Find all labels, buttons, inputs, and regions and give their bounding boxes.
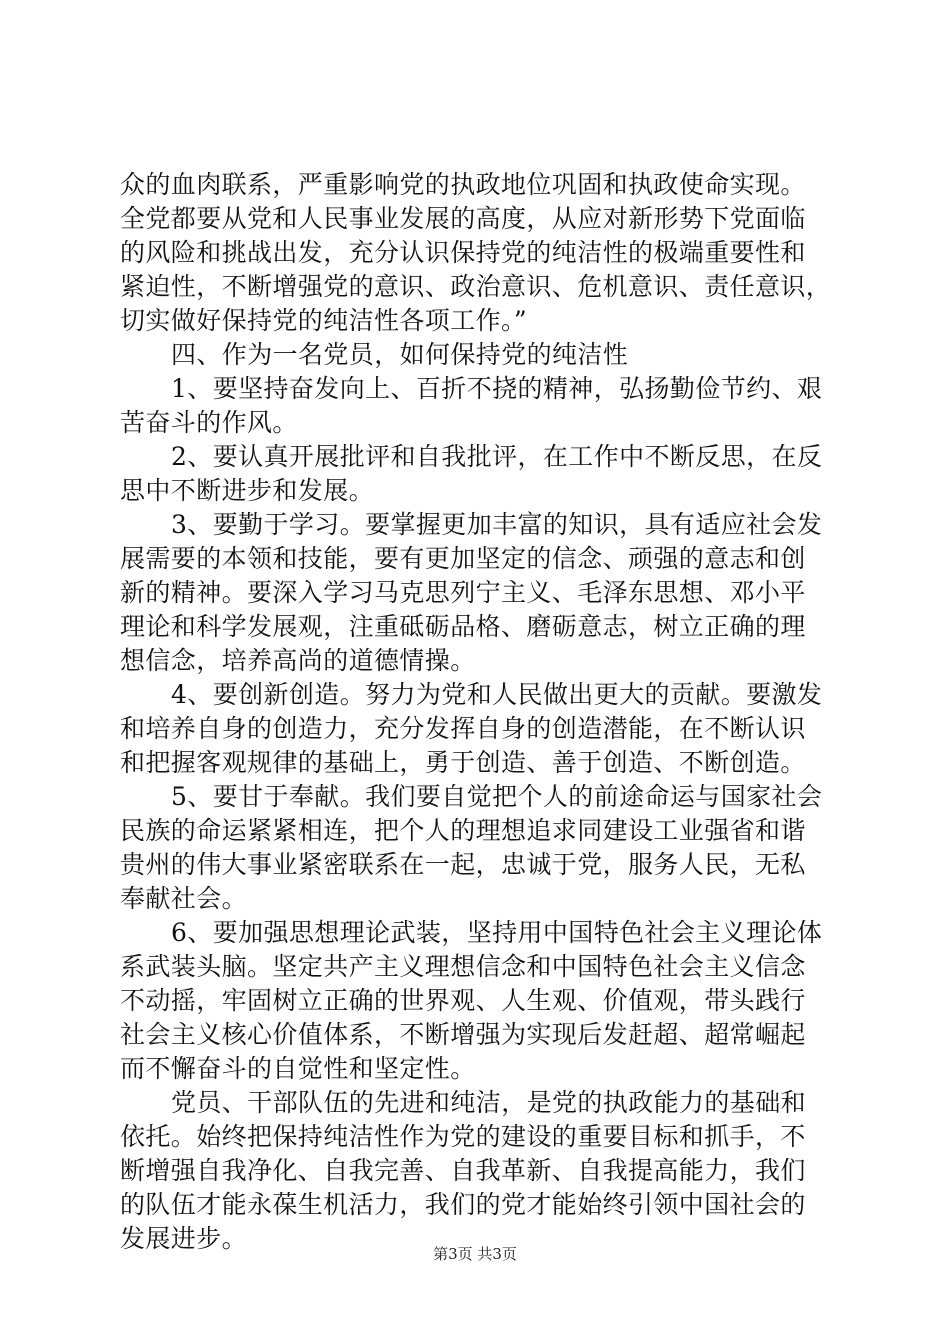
text-line: 理论和科学发展观，注重砥砺品格、磨砺意志，树立正确的理	[120, 612, 806, 641]
text-line: 切实做好保持党的纯洁性各项工作。”	[120, 306, 528, 335]
text-line: 苦奋斗的作风。	[120, 408, 298, 437]
text-line: 发展进步。	[120, 1224, 248, 1253]
text-line: 奉献社会。	[120, 884, 248, 913]
text-line: 民族的命运紧紧相连，把个人的理想追求同建设工业强省和谐	[120, 816, 806, 845]
text-line: 的风险和挑战出发，充分认识保持党的纯洁性的极端重要性和	[120, 238, 806, 267]
text-line: 2、要认真开展批评和自我批评，在工作中不断反思，在反	[171, 442, 823, 471]
text-line: 不动摇，牢固树立正确的世界观、人生观、价值观，带头践行	[120, 986, 806, 1015]
text-line: 5、要甘于奉献。我们要自觉把个人的前途命运与国家社会	[171, 782, 823, 811]
text-line: 紧迫性，不断增强党的意识、政治意识、危机意识、责任意识，	[120, 272, 832, 301]
text-line: 贵州的伟大事业紧密联系在一起，忠诚于党，服务人民，无私	[120, 850, 806, 879]
text-line: 展需要的本领和技能，要有更加坚定的信念、顽强的意志和创	[120, 544, 806, 573]
text-line: 社会主义核心价值体系，不断增强为实现后发赶超、超常崛起	[120, 1020, 806, 1049]
document-body	[120, 168, 832, 1256]
text-line: 众的血肉联系，严重影响党的执政地位巩固和执政使命实现。	[120, 170, 806, 199]
text-line: 断增强自我净化、自我完善、自我革新、自我提高能力，我们	[120, 1156, 806, 1185]
page-footer: 第3页 共3页	[433, 1245, 517, 1263]
text-line: 和把握客观规律的基础上，勇于创造、善于创造、不断创造。	[120, 748, 806, 777]
text-line: 想信念，培养高尚的道德情操。	[120, 646, 476, 675]
text-line: 6、要加强思想理论武装，坚持用中国特色社会主义理论体	[171, 918, 823, 947]
text-line: 4、要创新创造。努力为党和人民做出更大的贡献。要激发	[171, 680, 823, 709]
text-line: 党员、干部队伍的先进和纯洁，是党的执政能力的基础和	[171, 1088, 807, 1117]
text-line: 而不懈奋斗的自觉性和坚定性。	[120, 1054, 476, 1083]
text-line: 四、作为一名党员，如何保持党的纯洁性	[171, 340, 629, 369]
text-line: 系武装头脑。坚定共产主义理想信念和中国特色社会主义信念	[120, 952, 806, 981]
text-line: 依托。始终把保持纯洁性作为党的建设的重要目标和抓手，不	[120, 1122, 806, 1151]
text-line: 新的精神。要深入学习马克思列宁主义、毛泽东思想、邓小平	[120, 578, 806, 607]
text-line: 的队伍才能永葆生机活力，我们的党才能始终引领中国社会的	[120, 1190, 806, 1219]
text-line: 全党都要从党和人民事业发展的高度，从应对新形势下党面临	[120, 204, 806, 233]
text-line: 1、要坚持奋发向上、百折不挠的精神，弘扬勤俭节约、艰	[171, 374, 823, 403]
text-line: 3、要勤于学习。要掌握更加丰富的知识，具有适应社会发	[171, 510, 823, 539]
text-line: 和培养自身的创造力，充分发挥自身的创造潜能，在不断认识	[120, 714, 806, 743]
text-line: 思中不断进步和发展。	[120, 476, 375, 505]
